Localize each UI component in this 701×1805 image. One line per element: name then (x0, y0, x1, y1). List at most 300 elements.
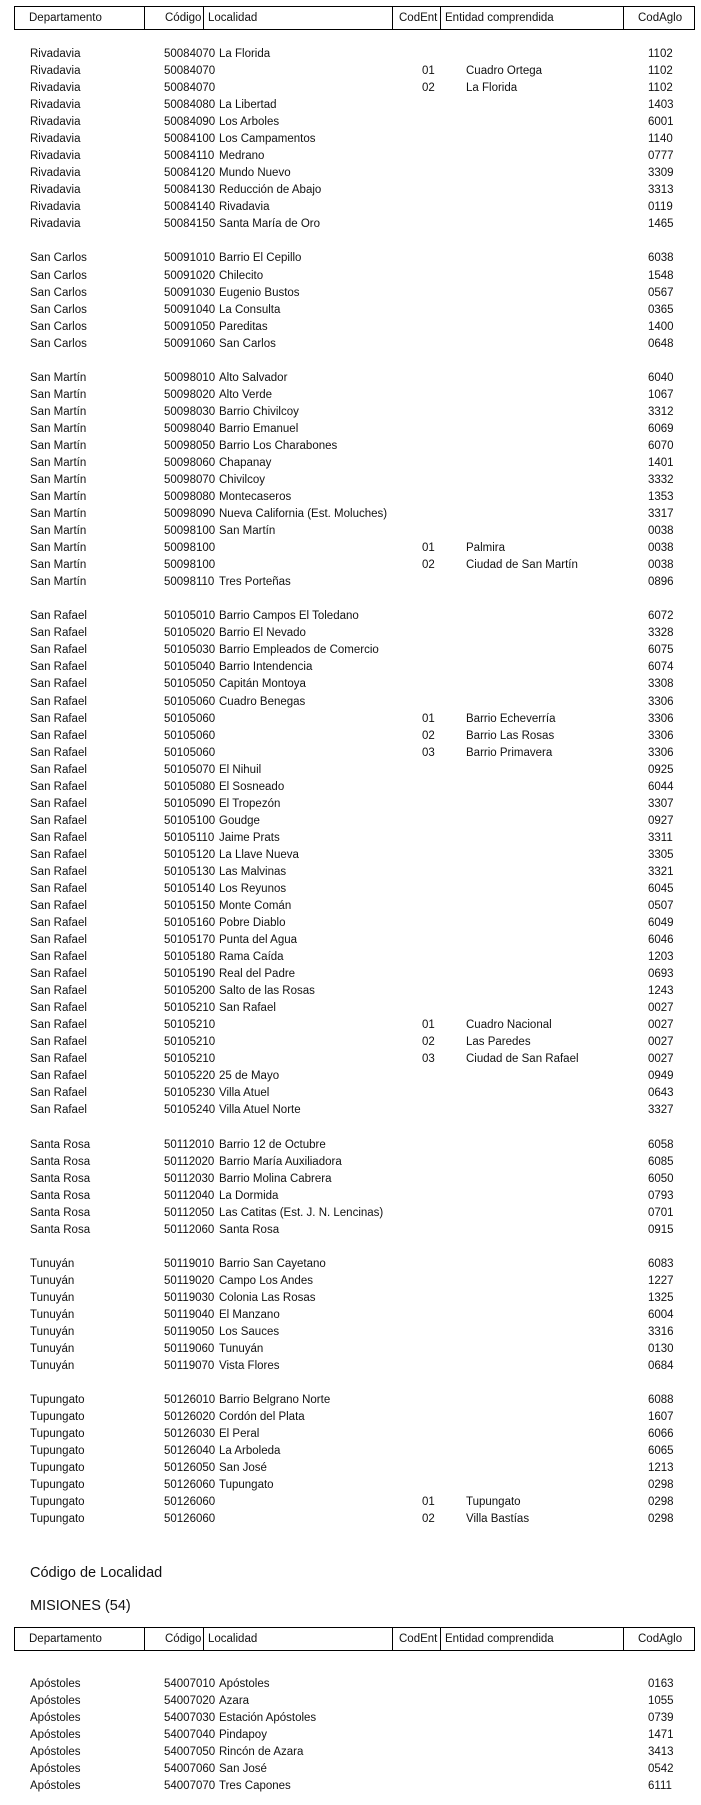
cell-departamento: Apóstoles (30, 1678, 81, 1690)
cell-codigo: 54007030 (164, 1712, 216, 1725)
cell-codaglo: 0298 (648, 1496, 674, 1509)
cell-codigo: 50105020 (164, 627, 216, 640)
cell-localidad: Tupungato (219, 1479, 274, 1492)
cell-localidad: Barrio El Cepillo (219, 252, 302, 265)
cell-codaglo: 6066 (648, 1428, 674, 1441)
cell-localidad: La Libertad (219, 99, 277, 112)
cell-codigo: 50105010 (164, 610, 216, 623)
cell-localidad: La Dormida (219, 1189, 279, 1202)
cell-codigo: 50119010 (164, 1257, 215, 1270)
cell-codaglo: 1325 (648, 1291, 674, 1304)
cell-localidad: Barrio Belgrano Norte (219, 1394, 331, 1407)
table-row (0, 796, 701, 813)
cell-departamento: Rivadavia (30, 167, 81, 180)
cell-localidad: Apóstoles (219, 1678, 270, 1690)
cell-departamento: Tunuyán (30, 1326, 75, 1338)
cell-localidad: 25 de Mayo (219, 1070, 280, 1083)
cell-localidad: Las Catitas (Est. J. N. Lencinas) (219, 1206, 384, 1219)
cell-departamento: Rivadavia (30, 201, 81, 214)
cell-departamento: San Rafael (30, 1053, 87, 1066)
cell-localidad: El Sosneado (219, 780, 285, 793)
cell-codigo: 50105090 (164, 797, 216, 810)
cell-codigo: 50098020 (164, 388, 216, 401)
cell-departamento: San Martín (30, 474, 87, 486)
cell-departamento: Tupungato (30, 1411, 85, 1424)
table-row (0, 1358, 701, 1375)
cell-codaglo: 1203 (648, 951, 674, 964)
cell-departamento: Tupungato (30, 1394, 85, 1407)
cell-departamento: San Martín (30, 559, 87, 572)
cell-codaglo: 0684 (648, 1360, 674, 1373)
cell-departamento: San Rafael (30, 644, 87, 657)
cell-localidad: Villa Atuel (219, 1087, 270, 1100)
cell-localidad: Barrio María Auxiliadora (219, 1155, 342, 1168)
cell-departamento: Rivadavia (30, 116, 81, 129)
cell-localidad: Tunuyán (219, 1343, 264, 1356)
cell-departamento: San Rafael (30, 1019, 87, 1032)
cell-localidad: San Carlos (219, 337, 276, 350)
table-row (0, 1693, 701, 1710)
cell-departamento: San Martín (30, 525, 87, 538)
table-row (0, 268, 701, 285)
cell-codigo: 50105210 (164, 1019, 216, 1032)
cell-departamento: San Rafael (30, 814, 87, 827)
table-row (0, 898, 701, 915)
table-row (0, 165, 701, 182)
cell-codaglo: 0648 (648, 337, 674, 350)
cell-codaglo: 0298 (648, 1513, 674, 1526)
cell-departamento: San Rafael (30, 610, 87, 623)
cell-codaglo: 3311 (648, 831, 673, 844)
cell-localidad: Monte Comán (219, 900, 292, 912)
cell-codaglo: 6070 (648, 439, 674, 452)
cell-departamento: San Rafael (30, 1036, 87, 1049)
cell-departamento: San Rafael (30, 865, 87, 878)
cell-codent: 01 (422, 542, 435, 555)
cell-departamento: San Rafael (30, 848, 87, 861)
table-row (0, 46, 701, 63)
province-title: MISIONES (54) (30, 1598, 131, 1614)
cell-localidad: Jaime Prats (219, 831, 280, 844)
cell-departamento: Tupungato (30, 1445, 85, 1458)
cell-departamento: San Martín (30, 405, 87, 418)
cell-localidad: San José (219, 1462, 267, 1475)
cell-codigo: 50105120 (164, 848, 216, 861)
cell-codigo: 50105150 (164, 900, 216, 912)
cell-localidad: Rincón de Azara (219, 1746, 304, 1759)
cell-codigo: 50105210 (164, 1036, 216, 1049)
cell-codigo: 50105190 (164, 968, 216, 981)
header-codigo: Código (144, 1628, 203, 1650)
cell-codaglo: 0793 (648, 1189, 674, 1202)
cell-codigo: 50105160 (164, 917, 216, 930)
cell-codigo: 50098090 (164, 508, 216, 521)
cell-localidad: Los Sauces (219, 1326, 280, 1338)
cell-localidad: Cordón del Plata (219, 1411, 305, 1424)
cell-codaglo: 0027 (648, 1002, 674, 1015)
cell-codaglo: 0507 (648, 900, 674, 912)
cell-codigo: 50105080 (164, 780, 216, 793)
cell-departamento: San Rafael (30, 985, 87, 998)
cell-codaglo: 3306 (648, 695, 674, 708)
cell-codigo: 50119050 (164, 1326, 215, 1338)
cell-departamento: Santa Rosa (30, 1155, 91, 1168)
table-row (0, 250, 701, 267)
cell-localidad: Pareditas (219, 320, 268, 333)
cell-codaglo: 0027 (648, 1053, 674, 1066)
cell-departamento: Santa Rosa (30, 1189, 91, 1202)
cell-departamento: San Rafael (30, 951, 87, 964)
cell-codigo: 50084070 (164, 65, 216, 78)
cell-codaglo: 3321 (648, 865, 674, 878)
table-row (0, 80, 701, 97)
cell-departamento: San Carlos (30, 303, 87, 316)
header-codaglo: CodAglo (623, 1628, 694, 1650)
cell-departamento: Apóstoles (30, 1712, 81, 1725)
cell-codigo: 50098060 (164, 456, 216, 469)
table-row (0, 574, 701, 591)
table-row (0, 915, 701, 932)
table-row (0, 711, 701, 728)
table-row (0, 1307, 701, 1324)
cell-localidad: Alto Verde (219, 388, 273, 401)
table-row (0, 319, 701, 336)
cell-localidad: Eugenio Bustos (219, 286, 300, 299)
table-row (0, 1256, 701, 1273)
table-row (0, 557, 701, 574)
table-row (0, 813, 701, 830)
table-row (0, 830, 701, 847)
cell-departamento: Apóstoles (30, 1746, 81, 1759)
cell-departamento: Tupungato (30, 1513, 85, 1526)
table-row (0, 745, 701, 762)
cell-codaglo: 1102 (648, 48, 673, 60)
table-row (0, 1460, 701, 1477)
cell-localidad: Barrio 12 de Octubre (219, 1138, 326, 1151)
cell-departamento: Tunuyán (30, 1343, 75, 1356)
cell-departamento: San Rafael (30, 917, 87, 930)
cell-localidad: Mundo Nuevo (219, 167, 291, 180)
cell-codigo: 50105040 (164, 661, 216, 674)
cell-codigo: 54007070 (164, 1780, 216, 1793)
table-row (0, 114, 701, 131)
cell-localidad: Cuadro Benegas (219, 695, 306, 708)
cell-codaglo: 1403 (648, 99, 674, 112)
cell-codaglo: 3306 (648, 746, 674, 759)
cell-localidad: Barrio Chivilcoy (219, 405, 299, 418)
cell-codigo: 50098010 (164, 371, 216, 384)
cell-localidad: Chivilcoy (219, 474, 266, 486)
cell-codaglo: 3332 (648, 474, 674, 486)
cell-departamento: San Rafael (30, 780, 87, 793)
header-entidad: Entidad comprendida (440, 7, 623, 29)
table-row (0, 506, 701, 523)
cell-codigo: 54007020 (164, 1695, 216, 1708)
cell-codigo: 50091030 (164, 286, 216, 299)
cell-codaglo: 6004 (648, 1308, 674, 1321)
table-row (0, 182, 701, 199)
table-row (0, 148, 701, 165)
cell-codigo: 50105200 (164, 985, 216, 998)
cell-codaglo: 0643 (648, 1087, 674, 1100)
cell-codaglo: 0927 (648, 814, 674, 827)
table-row (0, 1273, 701, 1290)
table-row (0, 370, 701, 387)
cell-codigo: 50119060 (164, 1343, 215, 1356)
cell-codigo: 50098030 (164, 405, 216, 418)
cell-entidad: Barrio Primavera (466, 746, 553, 759)
cell-departamento: San Rafael (30, 1087, 87, 1100)
cell-codigo: 50091020 (164, 269, 216, 282)
cell-localidad: Campo Los Andes (219, 1274, 313, 1287)
cell-departamento: San Martín (30, 542, 87, 555)
cell-codaglo: 6088 (648, 1394, 674, 1407)
cell-departamento: San Rafael (30, 1002, 87, 1015)
table-row (0, 1051, 701, 1068)
table-row (0, 1068, 701, 1085)
table-row (0, 847, 701, 864)
cell-codigo: 50126020 (164, 1411, 216, 1424)
cell-localidad: Los Arboles (219, 116, 280, 129)
cell-codaglo: 1067 (648, 388, 674, 401)
table-header-misiones (14, 1627, 695, 1651)
table-row (0, 1392, 701, 1409)
cell-codigo: 50098070 (164, 474, 216, 486)
cell-codigo: 50126060 (164, 1496, 216, 1509)
cell-codaglo: 0896 (648, 576, 674, 589)
table-row (0, 199, 701, 216)
cell-codaglo: 1471 (648, 1729, 674, 1742)
cell-codaglo: 3316 (648, 1326, 674, 1338)
table-row (0, 1290, 701, 1307)
cell-codigo: 50084110 (164, 150, 215, 163)
cell-localidad: San Martín (219, 525, 276, 538)
cell-departamento: San Rafael (30, 797, 87, 810)
cell-codaglo: 0701 (648, 1206, 674, 1219)
cell-codaglo: 6044 (648, 780, 674, 793)
table-row (0, 523, 701, 540)
table-row (0, 1727, 701, 1744)
cell-departamento: San Rafael (30, 746, 87, 759)
cell-localidad: La Llave Nueva (219, 848, 299, 861)
table-row (0, 1341, 701, 1358)
table-row (0, 1188, 701, 1205)
cell-departamento: Tupungato (30, 1428, 85, 1441)
cell-localidad: Azara (219, 1695, 250, 1708)
cell-codigo: 50105110 (164, 831, 215, 844)
cell-codaglo: 6074 (648, 661, 674, 674)
cell-entidad: Barrio Las Rosas (466, 729, 555, 742)
cell-localidad: Tres Capones (219, 1780, 291, 1793)
cell-codigo: 50112020 (164, 1155, 215, 1168)
cell-departamento: San Martín (30, 491, 87, 504)
cell-codent: 02 (422, 1513, 435, 1526)
cell-localidad: Capitán Montoya (219, 678, 306, 691)
cell-localidad: Barrio Los Charabones (219, 439, 338, 452)
table-row (0, 438, 701, 455)
cell-localidad: Punta del Agua (219, 934, 298, 947)
table-row (0, 472, 701, 489)
cell-departamento: Tupungato (30, 1479, 85, 1492)
cell-entidad: Ciudad de San Rafael (466, 1053, 579, 1066)
cell-localidad: Tres Porteñas (219, 576, 291, 589)
cell-codigo: 50084130 (164, 184, 216, 197)
table-row (0, 694, 701, 711)
cell-codigo: 50112040 (164, 1189, 215, 1202)
cell-departamento: San Rafael (30, 882, 87, 895)
cell-departamento: San Rafael (30, 763, 87, 776)
cell-codaglo: 6046 (648, 934, 674, 947)
cell-departamento: Tunuyán (30, 1274, 75, 1287)
cell-localidad: El Tropezón (219, 797, 281, 810)
cell-localidad: Santa María de Oro (219, 218, 320, 231)
cell-departamento: Santa Rosa (30, 1138, 91, 1151)
cell-localidad: Goudge (219, 814, 260, 827)
cell-localidad: Santa Rosa (219, 1223, 280, 1236)
cell-codigo: 50105060 (164, 729, 216, 742)
cell-departamento: San Martín (30, 576, 87, 589)
cell-codaglo: 0130 (648, 1343, 674, 1356)
cell-codaglo: 6050 (648, 1172, 674, 1185)
table-row (0, 1154, 701, 1171)
cell-departamento: Rivadavia (30, 65, 81, 78)
cell-codent: 02 (422, 729, 435, 742)
cell-codigo: 50112010 (164, 1138, 215, 1151)
cell-codaglo: 1102 (648, 65, 673, 78)
cell-codaglo: 6040 (648, 371, 674, 384)
cell-codaglo: 3413 (648, 1746, 674, 1759)
table-row (0, 1034, 701, 1051)
cell-entidad: Tupungato (466, 1496, 521, 1509)
cell-codigo: 50084150 (164, 218, 216, 231)
table-row (0, 1761, 701, 1778)
cell-departamento: Rivadavia (30, 82, 81, 95)
cell-localidad: Las Malvinas (219, 865, 287, 878)
table-row (0, 455, 701, 472)
cell-codigo: 50105060 (164, 746, 216, 759)
cell-codaglo: 6075 (648, 644, 674, 657)
cell-codaglo: 6001 (648, 116, 674, 129)
cell-codigo: 50098080 (164, 491, 216, 504)
cell-departamento: Tunuyán (30, 1291, 75, 1304)
cell-codaglo: 3317 (648, 508, 674, 521)
cell-codigo: 50084070 (164, 82, 216, 95)
cell-codigo: 50105100 (164, 814, 216, 827)
table-row (0, 1744, 701, 1761)
cell-codigo: 50098100 (164, 525, 216, 538)
cell-departamento: San Martín (30, 508, 87, 521)
cell-codigo: 50105130 (164, 865, 216, 878)
cell-codaglo: 0298 (648, 1479, 674, 1492)
cell-departamento: Apóstoles (30, 1729, 81, 1742)
cell-codaglo: 1400 (648, 320, 674, 333)
table-row (0, 387, 701, 404)
cell-codaglo: 3305 (648, 848, 674, 861)
cell-codigo: 50105060 (164, 712, 216, 725)
cell-codaglo: 0915 (648, 1223, 674, 1236)
cell-departamento: Rivadavia (30, 184, 81, 197)
cell-departamento: San Carlos (30, 337, 87, 350)
cell-codigo: 50105240 (164, 1104, 216, 1117)
cell-localidad: La Consulta (219, 303, 281, 316)
cell-departamento: San Martín (30, 456, 87, 469)
table-row (0, 540, 701, 557)
table-row (0, 1426, 701, 1443)
table-row (0, 966, 701, 983)
cell-departamento: San Martín (30, 422, 87, 435)
table-row (0, 336, 701, 353)
cell-localidad: Real del Padre (219, 968, 296, 981)
table-row (0, 489, 701, 506)
cell-departamento: San Rafael (30, 712, 87, 725)
cell-codaglo: 0949 (648, 1070, 674, 1083)
cell-codaglo: 0739 (648, 1712, 674, 1725)
table-row (0, 932, 701, 949)
cell-codent: 02 (422, 1036, 435, 1049)
cell-codigo: 50112030 (164, 1172, 215, 1185)
cell-codigo: 50091010 (164, 252, 216, 265)
cell-codaglo: 0777 (648, 150, 674, 163)
cell-localidad: El Peral (219, 1428, 260, 1441)
cell-departamento: San Rafael (30, 1104, 87, 1117)
cell-codigo: 50126040 (164, 1445, 216, 1458)
cell-codigo: 54007060 (164, 1763, 216, 1776)
table-row (0, 1171, 701, 1188)
cell-codaglo: 1465 (648, 218, 674, 231)
cell-departamento: San Martín (30, 388, 87, 401)
cell-codaglo: 3307 (648, 797, 674, 810)
table-row (0, 659, 701, 676)
table-row (0, 97, 701, 114)
cell-departamento: Tupungato (30, 1496, 85, 1509)
header-codent: CodEnt (392, 1628, 440, 1650)
cell-codaglo: 1140 (648, 133, 673, 146)
cell-entidad: Palmira (466, 542, 505, 555)
cell-codigo: 50098100 (164, 559, 216, 572)
cell-codigo: 50105140 (164, 882, 216, 895)
cell-codaglo: 6083 (648, 1257, 674, 1270)
cell-codaglo: 0027 (648, 1019, 674, 1032)
cell-localidad: Los Reyunos (219, 882, 287, 895)
cell-entidad: Las Paredes (466, 1036, 531, 1049)
cell-codaglo: 0542 (648, 1763, 674, 1776)
cell-codigo: 50084090 (164, 116, 216, 129)
cell-departamento: San Rafael (30, 1070, 87, 1083)
cell-departamento: Tunuyán (30, 1360, 75, 1373)
table-row (0, 1085, 701, 1102)
section-label: Código de Localidad (30, 1565, 163, 1581)
cell-codaglo: 0038 (648, 559, 674, 572)
cell-codigo: 50119020 (164, 1274, 215, 1287)
cell-localidad: Estación Apóstoles (219, 1712, 317, 1725)
cell-codaglo: 1227 (648, 1274, 674, 1287)
cell-codigo: 50105180 (164, 951, 216, 964)
cell-codigo: 50112050 (164, 1206, 215, 1219)
cell-departamento: Santa Rosa (30, 1206, 91, 1219)
cell-codaglo: 1213 (648, 1462, 674, 1475)
header-codent: CodEnt (392, 7, 440, 29)
table-row (0, 1443, 701, 1460)
cell-codaglo: 6065 (648, 1445, 674, 1458)
cell-localidad: Rama Caída (219, 951, 284, 964)
table-row (0, 642, 701, 659)
cell-localidad: Rivadavia (219, 201, 270, 214)
cell-codent: 01 (422, 1019, 435, 1032)
cell-codigo: 50105230 (164, 1087, 216, 1100)
cell-localidad: Barrio El Nevado (219, 627, 306, 640)
cell-codigo: 54007040 (164, 1729, 216, 1742)
cell-localidad: Barrio Intendencia (219, 661, 313, 674)
